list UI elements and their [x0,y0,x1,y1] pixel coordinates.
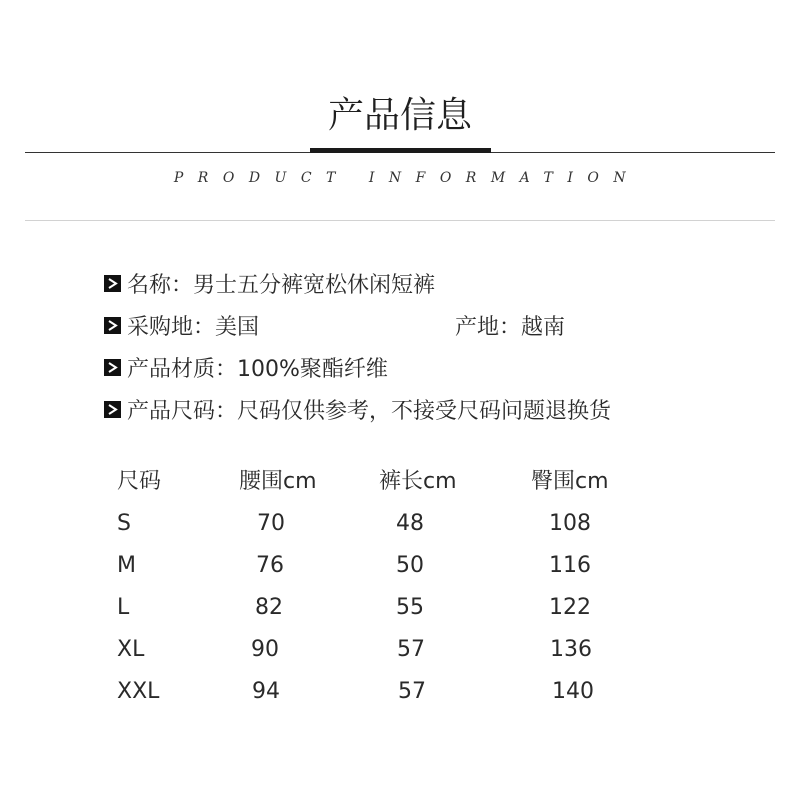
arrow-right-icon [104,275,121,292]
table-header-hip: 臀围cm [531,469,609,494]
table-cell-waist: 82 [255,595,283,620]
section-divider [25,220,775,221]
info-origin-row [455,310,565,340]
info-name-label: 名称： [127,272,194,298]
info-origin-value: 越南 [521,314,566,340]
info-name-value: 男士五分裤宽松休闲短裤 [193,272,436,298]
arrow-right-icon [104,359,121,376]
info-material-label: 产品材质： [127,356,238,382]
table-cell-hip: 116 [549,553,591,578]
info-purchase-row [104,310,259,340]
table-header-waist: 腰围cm [239,469,317,494]
info-purchase-value: 美国 [215,314,260,340]
table-cell-size: XL [117,637,145,662]
table-cell-size: S [117,511,131,536]
table-cell-hip: 122 [549,595,591,620]
table-cell-size: XXL [117,679,160,704]
table-header-length: 裤长cm [379,469,457,494]
table-cell-length: 55 [396,595,424,620]
table-cell-hip: 108 [549,511,591,536]
table-header-size: 尺码 [117,469,162,494]
table-cell-waist: 76 [256,553,284,578]
info-size-note-value: 尺码仅供参考，不接受尺码问题退换货 [237,398,612,424]
page-title: 产品信息 [327,95,472,136]
table-cell-size: L [117,595,130,620]
table-cell-waist: 90 [251,637,279,662]
table-cell-hip: 136 [550,637,592,662]
info-material-row [104,352,388,382]
table-cell-length: 57 [398,679,426,704]
arrow-right-icon [104,317,121,334]
table-cell-waist: 94 [252,679,280,704]
page-subtitle: PRODUCT INFORMATION [173,170,641,186]
table-cell-length: 50 [396,553,424,578]
info-material-value: 100%聚酯纤维 [237,356,388,382]
info-purchase-label: 采购地： [127,314,216,340]
table-cell-length: 57 [397,637,425,662]
info-size-note-label: 产品尺码： [127,398,238,424]
table-cell-waist: 70 [257,511,285,536]
header-accent-bar [310,148,491,153]
info-origin-label: 产地： [455,314,522,340]
arrow-right-icon [104,401,121,418]
table-cell-length: 48 [396,511,424,536]
info-name-row [104,268,435,298]
table-cell-hip: 140 [552,679,594,704]
info-size-note-row [104,394,611,424]
table-cell-size: M [117,553,136,578]
